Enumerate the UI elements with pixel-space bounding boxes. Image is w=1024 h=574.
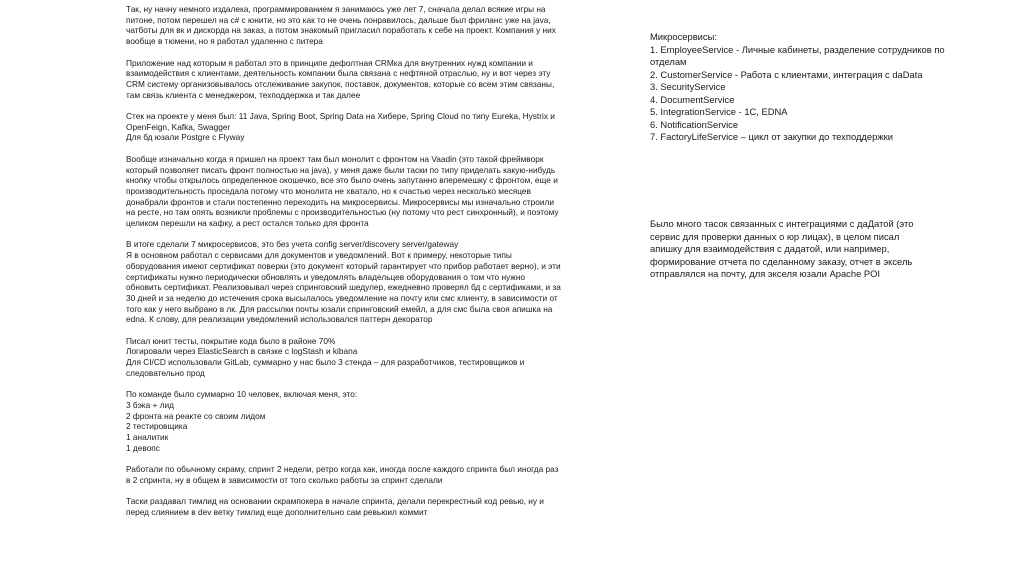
text-line: Так, ну начну немного издалека, программированием я занимаюсь уже лет 7, сначала делал всякие игры на: [126, 4, 546, 14]
paragraph: [126, 464, 596, 485]
text-line: Я в основном работал с сервисами для документов и уведомлений. Вот к примеру, некоторые типы: [126, 250, 512, 261]
text-line: вообще в тюмени, но я работал удаленно с питера: [126, 36, 323, 47]
paragraph: [126, 336, 596, 379]
paragraph: [126, 58, 596, 101]
text-line: апишку для взаимодействия с дадатой, или например,: [650, 243, 890, 254]
text-line: взаимодействия с клиентами, деятельность компании была связана с нефтяной отраслью, ну и вот через эту: [126, 68, 551, 79]
paragraph: [126, 111, 596, 143]
microservices-heading: Микросервисы:: [650, 31, 717, 42]
text-line: Стек на проекте у меня был: 11 Java, Spring Boot, Spring Data на Хибере, Spring Cloud по типу Eureka, Hystrix и: [126, 111, 555, 121]
text-line: производительность проседала потому что монолита не хватало, но к счастью через несколько месяцев: [126, 185, 531, 196]
dadata-tasks-note: [650, 218, 970, 281]
text-line: Для CI/CD использовали GitLab, суммарно у нас было 3 стенда – для разработчиков, тестировщиков и: [126, 357, 525, 368]
paragraph: [126, 496, 596, 517]
text-line: 2 тестировщика: [126, 421, 188, 432]
text-line: 1 аналитик: [126, 432, 169, 443]
paragraph: [126, 154, 596, 229]
text-line: целиком перешли на кафку, а рест остался только для фронта: [126, 218, 369, 229]
text-line: 1 девопс: [126, 442, 160, 453]
text-line: сертификаты нужно периодически обновлять и уведомлять владельцев оборудования о том что нужно: [126, 271, 526, 282]
microservice-item: 2. CustomerService - Работа с клиентами, интеграция с daData: [650, 68, 923, 80]
text-line: на ресте, но там опять возникли проблемы с производительностью (ну потому что рест синхронный), и поэтому: [126, 207, 559, 218]
text-line: сервис для проверки данных о юр лицах), в целом писал: [650, 230, 900, 242]
text-line: следовательно прод: [126, 367, 205, 378]
paragraph: [126, 389, 596, 453]
text-line: 2 фронта на реакте со своим лидом: [126, 410, 266, 421]
microservice-item: 7. FactoryLifeService – цикл от закупки до техподдержки: [650, 131, 893, 142]
text-line: По команде было суммарно 10 человек, включая меня, это:: [126, 389, 358, 400]
text-line: В итоге сделали 7 микросервисов, это без учета config server/discovery server/gateway: [126, 239, 459, 250]
text-line: в 2 спринта, ну в общем в зависимости от того сколько работы за спринт сделали: [126, 474, 443, 485]
text-line: оборудования имеют сертификат поверки (это документ который гарантирует что прибор работает верно), и эти: [126, 260, 561, 271]
text-line: формирование отчета по сделанному заказу, отчет в эксель: [650, 255, 913, 267]
paragraph: [126, 239, 596, 325]
text-line: который позволяет писать фронт полностью на java), у меня даже были таски по типу приделать какую-нибудь: [126, 164, 556, 175]
text-line: CRM систему организовывалось отслеживание закупок, поставок, документов, которые со всем этим связаны,: [126, 78, 555, 89]
text-line: отправлялся на почту, для экселя юзали Apache POI: [650, 268, 881, 279]
text-line: питоне, потом перешел на c# с юнити, но это как то не очень понравилось, дальше был фриланс уже на java,: [126, 14, 551, 25]
text-line: 30 дней и за неделю до истечения срока высылалось уведомление на почту или смс клиенту, в зависимости от: [126, 292, 558, 303]
text-line: Писал юнит тесты, покрытие кода было в районе 70%: [126, 335, 336, 346]
text-line: там связь клиента с менеджером, техподдержка и так далее: [126, 89, 361, 100]
text-line: edna. К слову, для реализации уведомлений использовался паттерн декоратор: [126, 314, 433, 325]
microservice-item: 1. EmployeeService - Личные кабинеты, разделение сотрудников по: [650, 43, 945, 55]
text-line: перед слиянием в dev ветку тимлид еще дополнительно сам ревьюил коммит: [126, 506, 428, 517]
text-line: Логировали через ElasticSearch в связке с logStash и kibana: [126, 346, 358, 357]
microservice-item: 4. DocumentService: [650, 93, 735, 105]
text-line: Работали по обычному скраму, спринт 2 недели, ретро когда как, иногда после каждого спринта был иногда раз: [126, 464, 559, 475]
text-line: OpenFeign, Kafka, Swagger: [126, 121, 231, 132]
text-line: обновить сертификат. Реализовывал через спринговский шедулер, ежедневно проверял бд с сертификами, и за: [126, 282, 561, 293]
microservices-list: [650, 31, 970, 144]
microservice-item: отделам: [650, 56, 687, 67]
text-line: чатботы для вк и дискорда на заказ, а потом знакомый пригласил поработать к себе на проект. Компания у них: [126, 25, 556, 36]
text-line: 3 бэка + лид: [126, 399, 175, 410]
microservice-item: 3. SecurityService: [650, 81, 726, 92]
text-line: кнопку чтобы открылось определенное окошечко, все это было очень запутанно вперемешку с фронтом, еще и: [126, 175, 558, 186]
text-line: донабрали фронтов и стали постепенно переходить на микросервисы. Микросервисы мы изначально строили: [126, 196, 554, 207]
left-column-text: [126, 4, 596, 528]
paragraph: [126, 4, 596, 47]
text-line: Вообще изначально когда я пришел на проект там был монолит с фронтом на Vaadin (это такой фреймворк: [126, 153, 544, 164]
text-line: того как у него выбрано в лк. Для рассылки почты юзали спринговский емейл, а для смс была своя апишка на: [126, 303, 553, 314]
microservice-item: 6. NotificationService: [650, 118, 739, 130]
text-line: Для бд юзали Postgre с Flyway: [126, 132, 245, 143]
text-line: Приложение над которым я работал это в принципе дефолтная CRMка для внутренних нужд компании и: [126, 57, 533, 68]
microservice-item: 5. IntegrationService - 1C, EDNA: [650, 106, 788, 117]
text-line: Таски раздавал тимлид на основании скрампокера в начале спринта, делали перекрестный код ревью, ну и: [126, 496, 544, 507]
text-line: Было много тасок связанных с интеграциями с даДатой (это: [650, 218, 914, 229]
